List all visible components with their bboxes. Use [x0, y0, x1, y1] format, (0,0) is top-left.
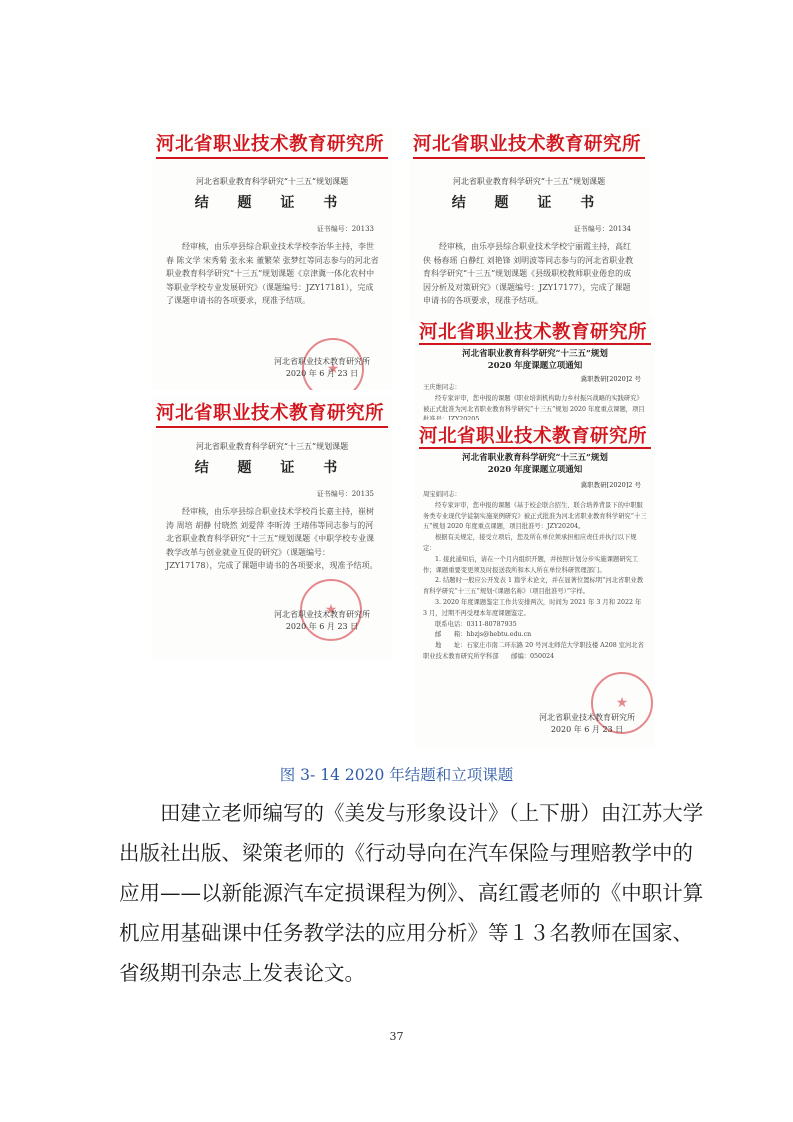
cert-title: 结 题 证 书	[194, 195, 350, 211]
notice-paragraph-1: 经专家评审，您申报的课题《基于校企联合招生、联合培养背景下的中职服务类专业现代学徒制实施案例研究》被正式批准为河北省职业教育科学研究“十三五”规划 2020 年度重点课题，项目批准号：JZY20204。	[423, 501, 647, 531]
cert-header-line	[413, 157, 645, 159]
cert-body: 经审核，由乐亭县综合职业技术学校李治华主持，李世春 陈文学 宋秀菊 张永来 董繁荣 张梦红等同志参与的河北省职业教育科学研究“十三五”规划课题《京津冀一体化农村中等职业学校专业发展研究》（课题编号：JZY17181），完成了课题申请书的各项要求，现准予结项。	[166, 242, 379, 305]
cert-subtitle: 河北省职业教育科学研究“十三五”规划课题	[195, 442, 349, 451]
cert-header-line	[156, 426, 388, 428]
notice-signature	[539, 712, 635, 736]
notice-date: 2020 年 6 月 23 日	[550, 725, 624, 734]
notice-doc-number: 冀职教研[2020]2 号	[580, 375, 641, 383]
cert-number: 证书编号：20133	[316, 225, 374, 233]
cert-header: 河北省职业技术教育研究所	[156, 403, 385, 424]
notice-contact-phone: 联系电话：0311-80787935	[435, 620, 517, 628]
notice-title-line-2: 2020 年度课题立项通知	[487, 361, 583, 371]
cert-org: 河北省职业技术教育研究所	[274, 357, 370, 366]
notice-greeting: 周宝娟同志：	[423, 491, 461, 498]
notice-header: 河北省职业技术教育研究所	[419, 322, 648, 343]
notice-header-line	[419, 447, 651, 449]
certificate-20135	[152, 397, 392, 659]
cert-body: 经审核，由乐亭县综合职业技术学校宁丽霞主持，高红侠 杨春瑶 白静红 刘艳锋 刘明波等同志参与的河北省职业教育科学研究“十三五”规划课题《县级职校教师职业倦怠的成因分析及对策研究》（课题编号：JZY17177），完成了课题申请书的各项要求，现准予结项。	[423, 242, 634, 305]
cert-number: 证书编号：20135	[316, 490, 374, 498]
notice-title-line-2: 2020 年度课题立项通知	[487, 465, 583, 475]
cert-title: 结 题 证 书	[451, 195, 607, 211]
notice-line-1: 经专家评审，您申报的课题《职业培训机构助力乡村振兴战略的实践研究》被正式批准为河北省职业教育科学研究“十三五”规划 2020 年度重点课题，项目	[423, 394, 645, 413]
project-notice-1	[415, 316, 655, 426]
notice-body	[423, 490, 647, 663]
notice-paragraph-2: 根据有关规定，接受立项后，您及所在单位须承担相应责任并执行以下规定：	[423, 534, 637, 552]
figure-caption: 图 3- 14 2020 年结题和立项课题	[279, 766, 514, 784]
notice-contact-email: 邮 箱：hbzjs@hebtu.edu.cn	[435, 631, 532, 639]
certificate-20134	[409, 128, 649, 324]
cert-header: 河北省职业技术教育研究所	[413, 134, 642, 155]
notice-doc-number: 冀职教研[2020]2 号	[580, 481, 641, 489]
notice-title-line-1: 河北省职业教育科学研究“十三五”规划	[462, 349, 608, 359]
cert-header: 河北省职业技术教育研究所	[156, 134, 385, 155]
notice-paragraph-4: 2. 结题时一般应公开发表 1 篇学术论文，并在显著位置标明“河北省职业教育科学研究“十三五”规划·《课题名称》（项目批准号）”字样。	[423, 577, 644, 596]
notice-title-line-1: 河北省职业教育科学研究“十三五”规划	[462, 453, 608, 463]
cert-date: 2020 年 6 月 23 日	[285, 369, 359, 378]
cert-body: 经审核，由乐亭县综合职业技术学校肖长嘉主持，崔树涛 周培 胡静 付晓然 刘爱萍 李昕涛 王靖伟等同志参与的河北省职业教育科学研究“十三五”规划课题《中职学校专业课教学改革与创业就业互促的研究》（课题编号：JZY17178），完成了课题申请书的各项要求，现准予结项。	[166, 507, 378, 570]
notice-header: 河北省职业技术教育研究所	[419, 426, 648, 447]
cert-signature	[274, 356, 370, 380]
cert-subtitle: 河北省职业教育科学研究“十三五”规划课题	[452, 177, 606, 186]
notice-paragraph-3: 1. 接此通知后，请在一个月内组织开题，并按照计划分步实施课题研究工作；课题重要变更须及时报送我所和本人所在单位科研管理部门。	[423, 555, 639, 574]
cert-signature	[274, 609, 370, 633]
notice-header-line	[419, 343, 651, 345]
body-paragraph: 田建立老师编写的《美发与形象设计》（上下册）由江苏大学出版社出版、梁策老师的《行动导向在汽车保险与理赔教学中的应用——以新能源汽车定损课程为例》、高红霞老师的《中职计算机应用基础课中任务教学法的应用分析》等１３名教师在国家、省级期刊杂志上发表论文。	[119, 801, 704, 985]
page-number: 37	[389, 1030, 404, 1043]
notice-paragraph-5: 3. 2020 年度课题鉴定工作共安排两次，时间为 2021 年 3 月和 2022 年 3 月，过期不再受理本年度课题鉴定。	[423, 598, 642, 617]
cert-header-line	[156, 157, 388, 159]
notice-greeting: 王庆维同志：	[423, 384, 461, 391]
cert-subtitle: 河北省职业教育科学研究“十三五”规划课题	[195, 177, 349, 186]
cert-date: 2020 年 6 月 23 日	[285, 622, 359, 631]
project-notice-2	[415, 420, 655, 748]
cert-org: 河北省职业技术教育研究所	[274, 610, 370, 619]
notice-org: 河北省职业技术教育研究所	[539, 713, 635, 722]
cert-title: 结 题 证 书	[194, 460, 350, 476]
cert-number: 证书编号：20134	[573, 225, 631, 233]
certificate-20133	[152, 128, 392, 390]
notice-contact-address: 地 址：石家庄市南二环东路 20 号河北师范大学职技楼 A208 室河北省职业技术教育研究所学科部 邮编：050024	[423, 642, 644, 660]
